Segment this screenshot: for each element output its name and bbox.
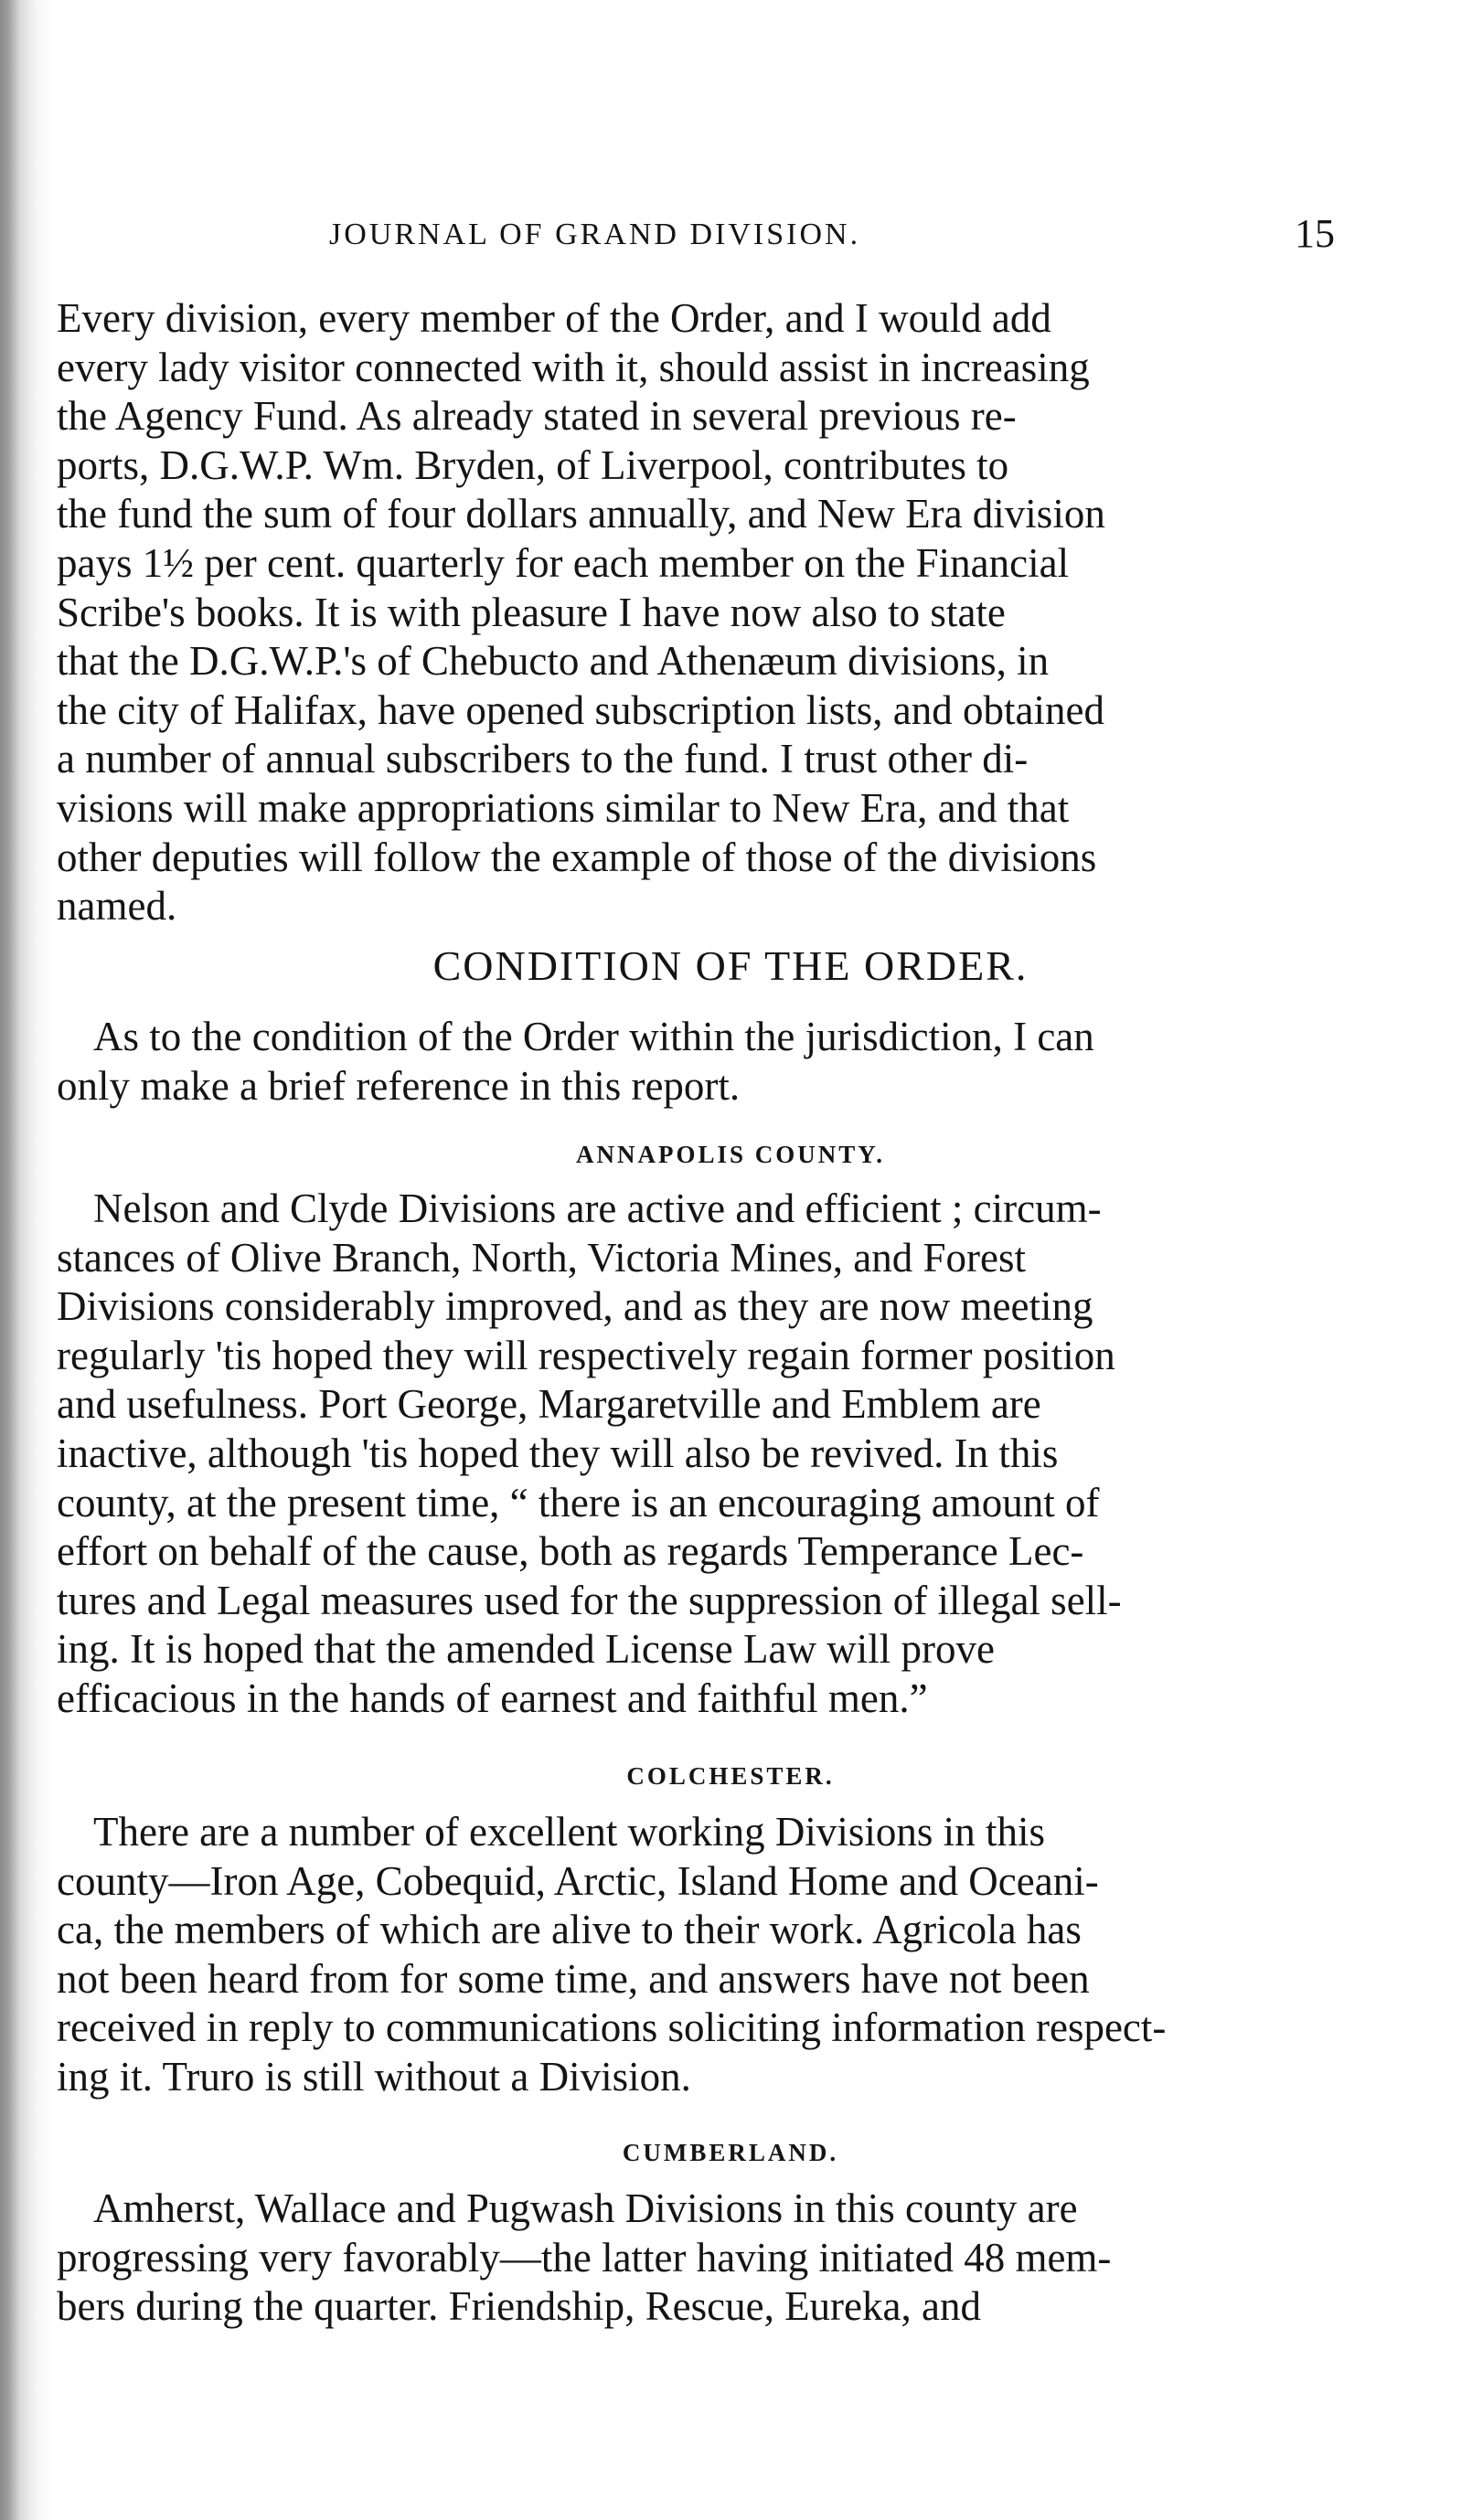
text-line: named. xyxy=(57,883,177,930)
text-line: ing it. Truro is still without a Division. xyxy=(57,2053,691,2100)
text-line: pays 1½ per cent. quarterly for each member on the Financial xyxy=(57,539,1070,586)
text-line: Every division, every member of the Order, and I would add xyxy=(57,295,1051,341)
text-line: Scribe's books. It is with pleasure I have now also to state xyxy=(57,589,1006,635)
text-line: inactive, although 'tis hoped they will also be revived. In this xyxy=(57,1430,1059,1476)
page-number: 15 xyxy=(1295,211,1335,256)
paragraph-cumberland xyxy=(57,2185,1273,2332)
text-line: ca, the members of which are alive to their work. Agricola has xyxy=(57,1907,1082,1953)
text-line: efficacious in the hands of earnest and faithful men.” xyxy=(57,1675,928,1721)
text-line: not been heard from for some time, and answers have not been xyxy=(57,1955,1090,2002)
running-title: JOURNAL OF GRAND DIVISION. xyxy=(329,218,861,251)
paragraph-annapolis xyxy=(57,1185,1273,1724)
running-header xyxy=(302,211,1371,272)
paragraph-agency-fund xyxy=(57,294,1273,931)
section-heading-condition: CONDITION OF THE ORDER. xyxy=(432,942,1029,989)
text-line: other deputies will follow the example of those of the divisions xyxy=(57,834,1097,880)
subheading-colchester: COLCHESTER. xyxy=(626,1762,835,1790)
text-line: Amherst, Wallace and Pugwash Divisions in this county are xyxy=(93,2185,1078,2231)
text-line: county—Iron Age, Cobequid, Arctic, Island Home and Oceani- xyxy=(57,1857,1099,1904)
text-line: progressing very favorably—the latter having initiated 48 mem- xyxy=(57,2234,1112,2281)
text-line: county, at the present time, “ there is an encouraging amount of xyxy=(57,1479,1100,1526)
text-line: Divisions considerably improved, and as they are now meeting xyxy=(57,1283,1093,1330)
text-line: stances of Olive Branch, North, Victoria Mines, and Forest xyxy=(57,1234,1026,1281)
text-line: every lady visitor connected with it, should assist in increasing xyxy=(57,344,1090,390)
text-line: bers during the quarter. Friendship, Rescue, Eureka, and xyxy=(57,2283,981,2330)
subheading-cumberland: CUMBERLAND. xyxy=(622,2139,839,2166)
text-line: that the D.G.W.P.'s of Chebucto and Athenæum divisions, in xyxy=(57,638,1050,685)
text-line: visions will make appropriations similar to New Era, and that xyxy=(57,784,1070,831)
text-line: and usefulness. Port George, Margaretville and Emblem are xyxy=(57,1381,1041,1428)
text-line: regularly 'tis hoped they will respectively regain former position xyxy=(57,1332,1115,1378)
text-line: As to the condition of the Order within the jurisdiction, I can xyxy=(93,1014,1094,1059)
text-line: a number of annual subscribers to the fund. I trust other di- xyxy=(57,736,1029,782)
text-line: the Agency Fund. As already stated in several previous re- xyxy=(57,393,1017,440)
text-line: ing. It is hoped that the amended License Law will prove xyxy=(57,1626,995,1673)
text-line: tures and Legal measures used for the suppression of illegal sell- xyxy=(57,1577,1122,1623)
text-line: ports, D.G.W.P. Wm. Bryden, of Liverpool, contributes to xyxy=(57,441,1009,488)
text-line: There are a number of excellent working Divisions in this xyxy=(93,1809,1045,1855)
text-line: effort on behalf of the cause, both as regards Temperance Lec- xyxy=(57,1528,1084,1575)
text-line: received in reply to communications soliciting information respect- xyxy=(57,2004,1167,2051)
text-line: the city of Halifax, have opened subscription lists, and obtained xyxy=(57,686,1104,733)
paragraph-condition xyxy=(57,1013,1273,1111)
subheading-annapolis: ANNAPOLIS COUNTY. xyxy=(575,1141,886,1168)
paragraph-colchester xyxy=(57,1808,1273,2102)
text-line: only make a brief reference in this report. xyxy=(57,1062,741,1109)
text-line: Nelson and Clyde Divisions are active and efficient ; circum- xyxy=(93,1186,1102,1231)
text-line: the fund the sum of four dollars annually, and New Era division xyxy=(57,491,1105,537)
